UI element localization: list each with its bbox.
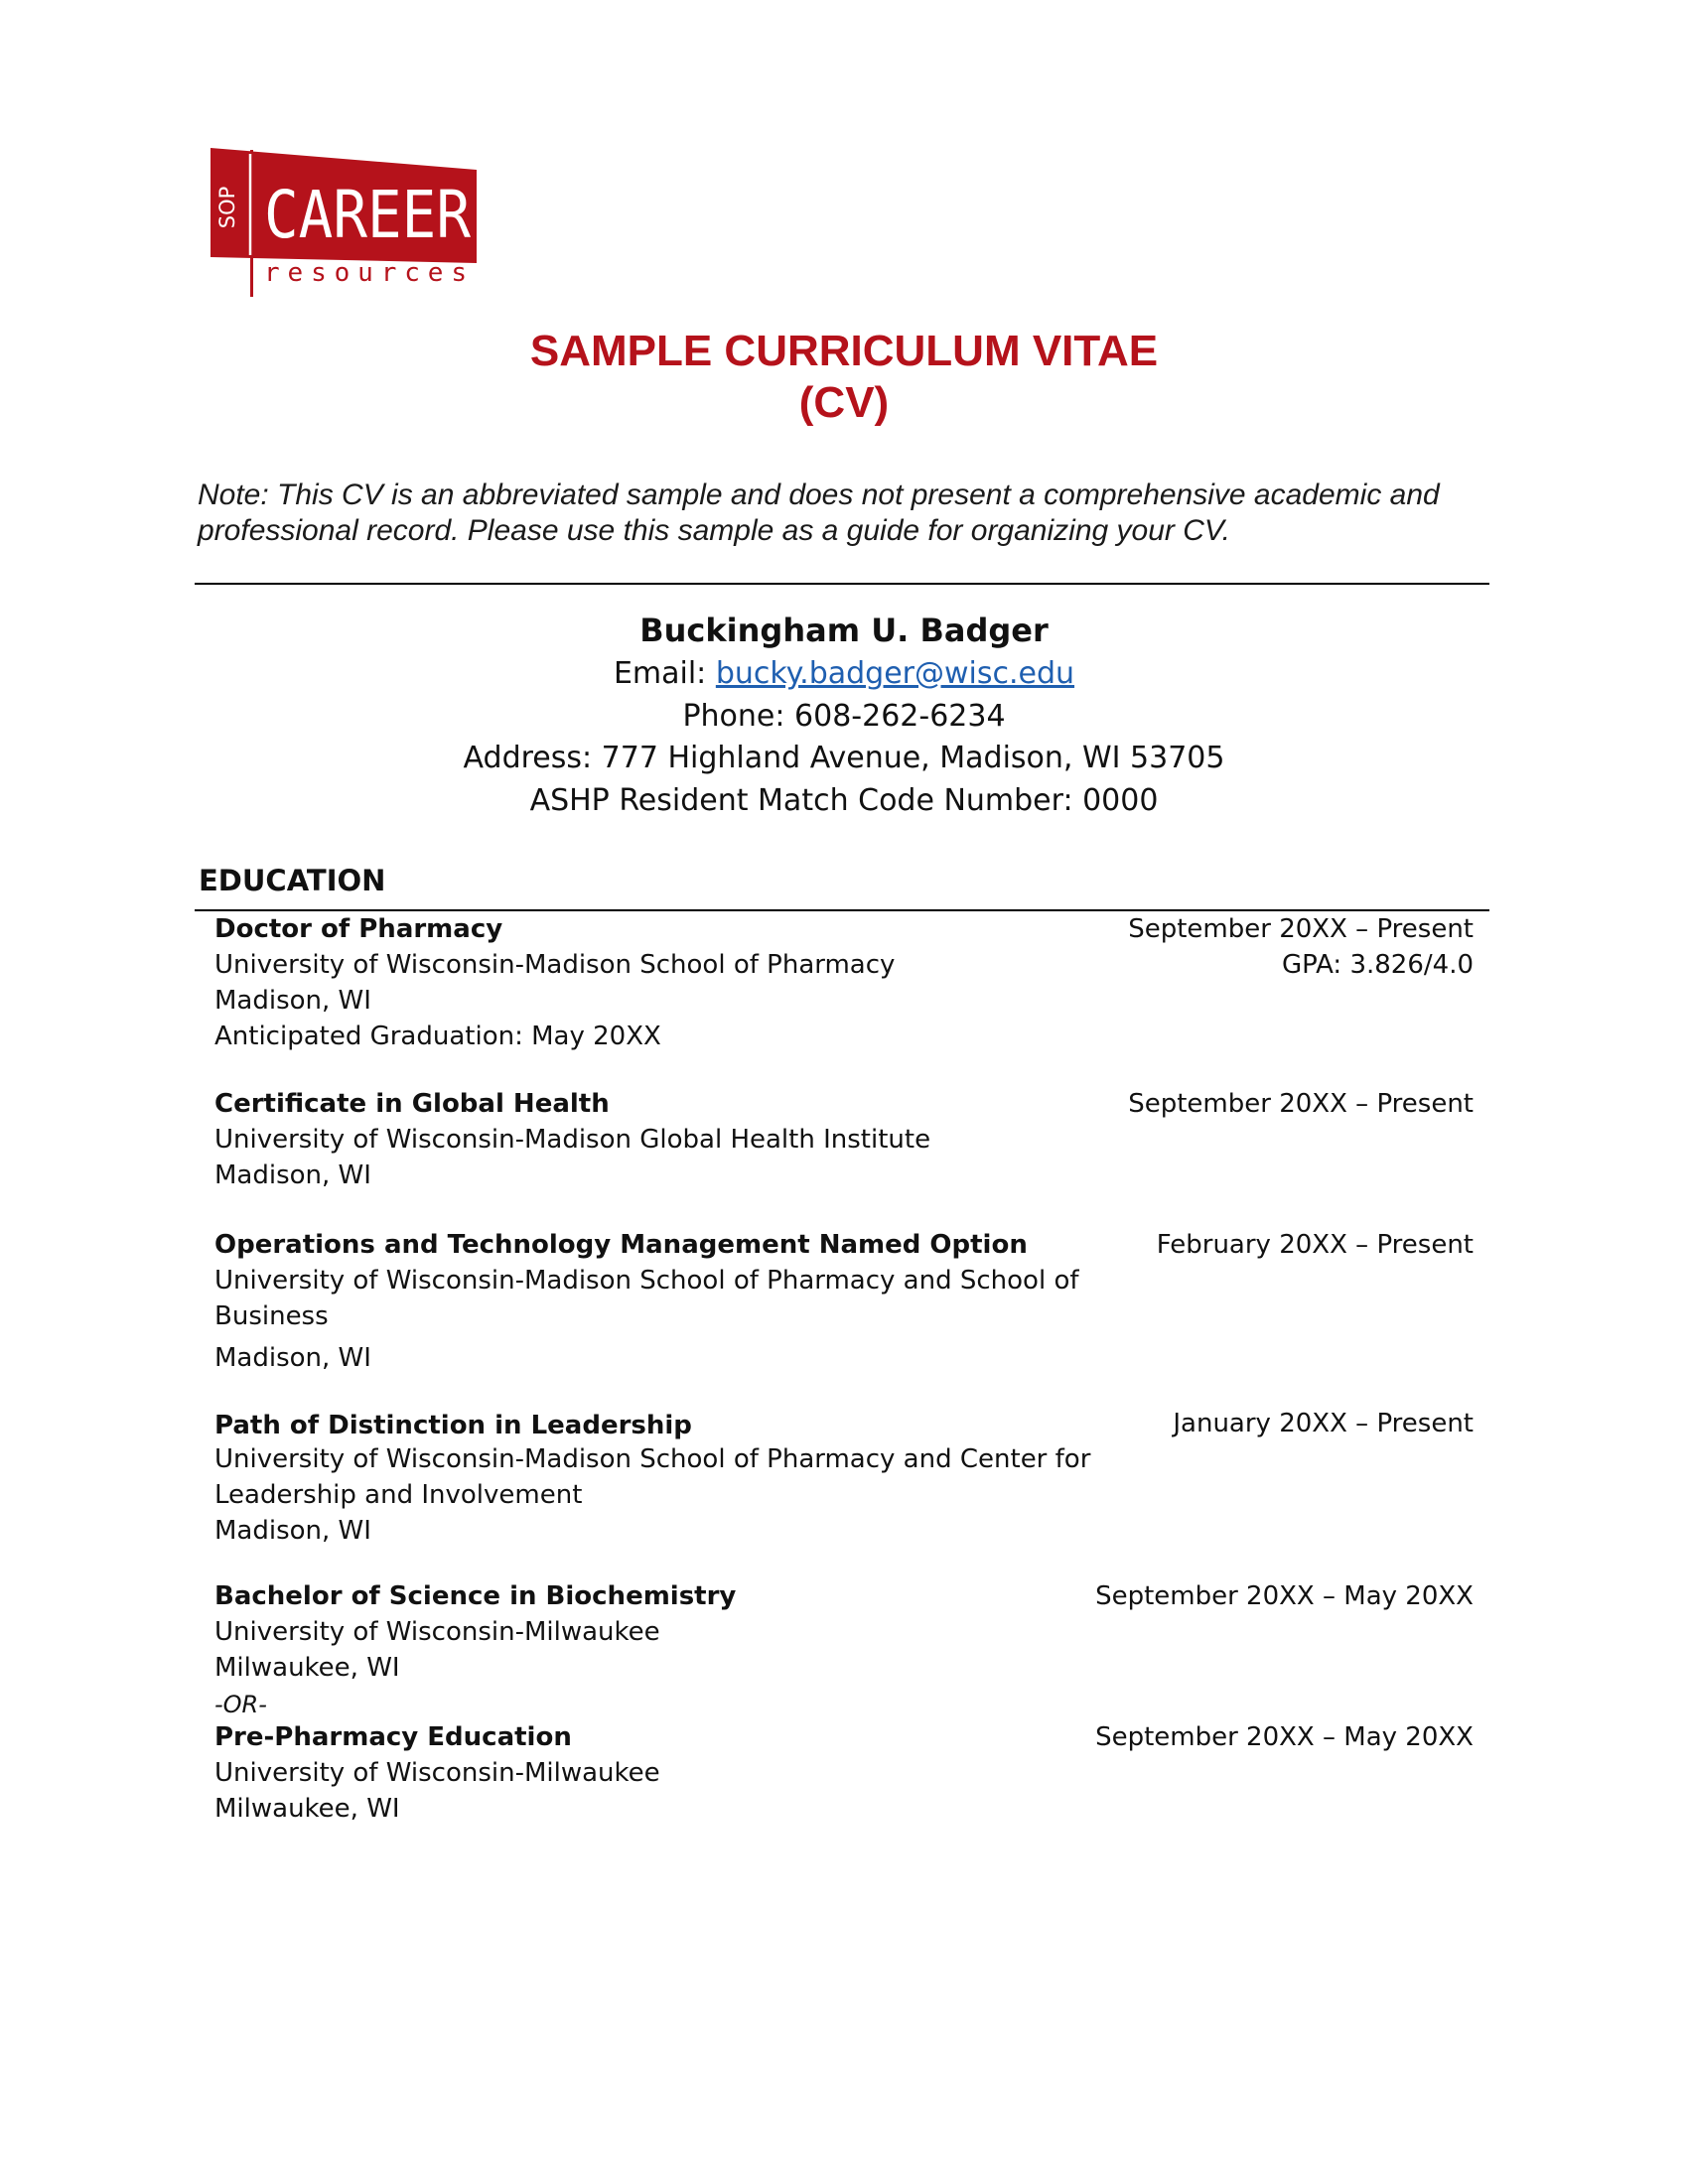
entry-dates: January 20XX – Present <box>1173 1409 1474 1438</box>
phone-line: Phone: 608-262-6234 <box>682 698 1006 734</box>
email-line <box>0 653 1688 696</box>
institution-cont: Business <box>214 1301 329 1331</box>
institution-cont: Leadership and Involvement <box>214 1480 583 1510</box>
location: Milwaukee, WI <box>214 1794 400 1824</box>
header-divider <box>195 583 1489 585</box>
education-entry-otm <box>214 1227 1474 1376</box>
degree-title: Operations and Technology Management Named Option <box>214 1230 1028 1260</box>
address-line: Address: 777 Highland Avenue, Madison, WI 53705 <box>463 741 1225 775</box>
education-entry-prepharmacy <box>214 1719 1474 1827</box>
entry-dates: September 20XX – May 20XX <box>1095 1722 1474 1752</box>
gpa: GPA: 3.826/4.0 <box>1281 950 1474 980</box>
entry-dates-block <box>1128 911 1474 983</box>
logo-resources-text: resources <box>264 258 467 288</box>
logo-sop-text: SOP <box>215 186 239 229</box>
entry-dates: February 20XX – Present <box>1156 1230 1474 1260</box>
institution: University of Wisconsin-Madison School of Pharmacy and Center for <box>214 1444 1091 1474</box>
institution: University of Wisconsin-Madison School of Pharmacy and School of <box>214 1266 1079 1296</box>
contact-header <box>0 608 1688 822</box>
degree-title: Certificate in Global Health <box>214 1089 610 1119</box>
entry-dates: September 20XX – Present <box>1128 914 1474 944</box>
graduation: Anticipated Graduation: May 20XX <box>214 1022 661 1051</box>
title-line-1: SAMPLE CURRICULUM VITAE <box>529 327 1159 375</box>
education-entry-pharmd <box>214 911 1474 1054</box>
education-entry-bs <box>214 1578 1474 1686</box>
title-line-2: (CV) <box>798 378 890 427</box>
logo-career-text: CAREER <box>264 177 472 253</box>
institution: University of Wisconsin-Madison School of Pharmacy <box>214 950 896 980</box>
location: Madison, WI <box>214 1343 371 1373</box>
degree-title: Pre-Pharmacy Education <box>214 1722 572 1752</box>
document-title <box>0 326 1688 429</box>
institution: University of Wisconsin-Madison Global Health Institute <box>214 1125 931 1155</box>
degree-title: Doctor of Pharmacy <box>214 914 503 944</box>
location: Madison, WI <box>214 1160 371 1190</box>
location: Milwaukee, WI <box>214 1653 400 1683</box>
degree-title: Path of Distinction in Leadership <box>214 1411 692 1440</box>
entry-dates: September 20XX – May 20XX <box>1095 1581 1474 1611</box>
education-entry-leadership <box>214 1406 1474 1549</box>
candidate-name: Buckingham U. Badger <box>639 612 1049 649</box>
degree-title: Bachelor of Science in Biochemistry <box>214 1581 737 1611</box>
email-link[interactable]: bucky.badger@wisc.edu <box>715 656 1075 691</box>
or-separator: -OR- <box>214 1691 267 1718</box>
email-label: Email: <box>613 656 716 691</box>
location: Madison, WI <box>214 986 371 1016</box>
entry-dates: September 20XX – Present <box>1128 1089 1474 1119</box>
institution: University of Wisconsin-Milwaukee <box>214 1758 660 1788</box>
education-entry-global-health <box>214 1086 1474 1193</box>
institution: University of Wisconsin-Milwaukee <box>214 1617 660 1647</box>
education-heading: EDUCATION <box>199 864 386 897</box>
match-code-line: ASHP Resident Match Code Number: 0000 <box>529 782 1159 818</box>
location: Madison, WI <box>214 1516 371 1546</box>
sop-career-resources-logo <box>209 146 479 300</box>
sample-note: Note: This CV is an abbreviated sample and does not present a comprehensive academic and professional record. Please use this sample as a guide for organizing your CV. <box>198 478 1440 547</box>
